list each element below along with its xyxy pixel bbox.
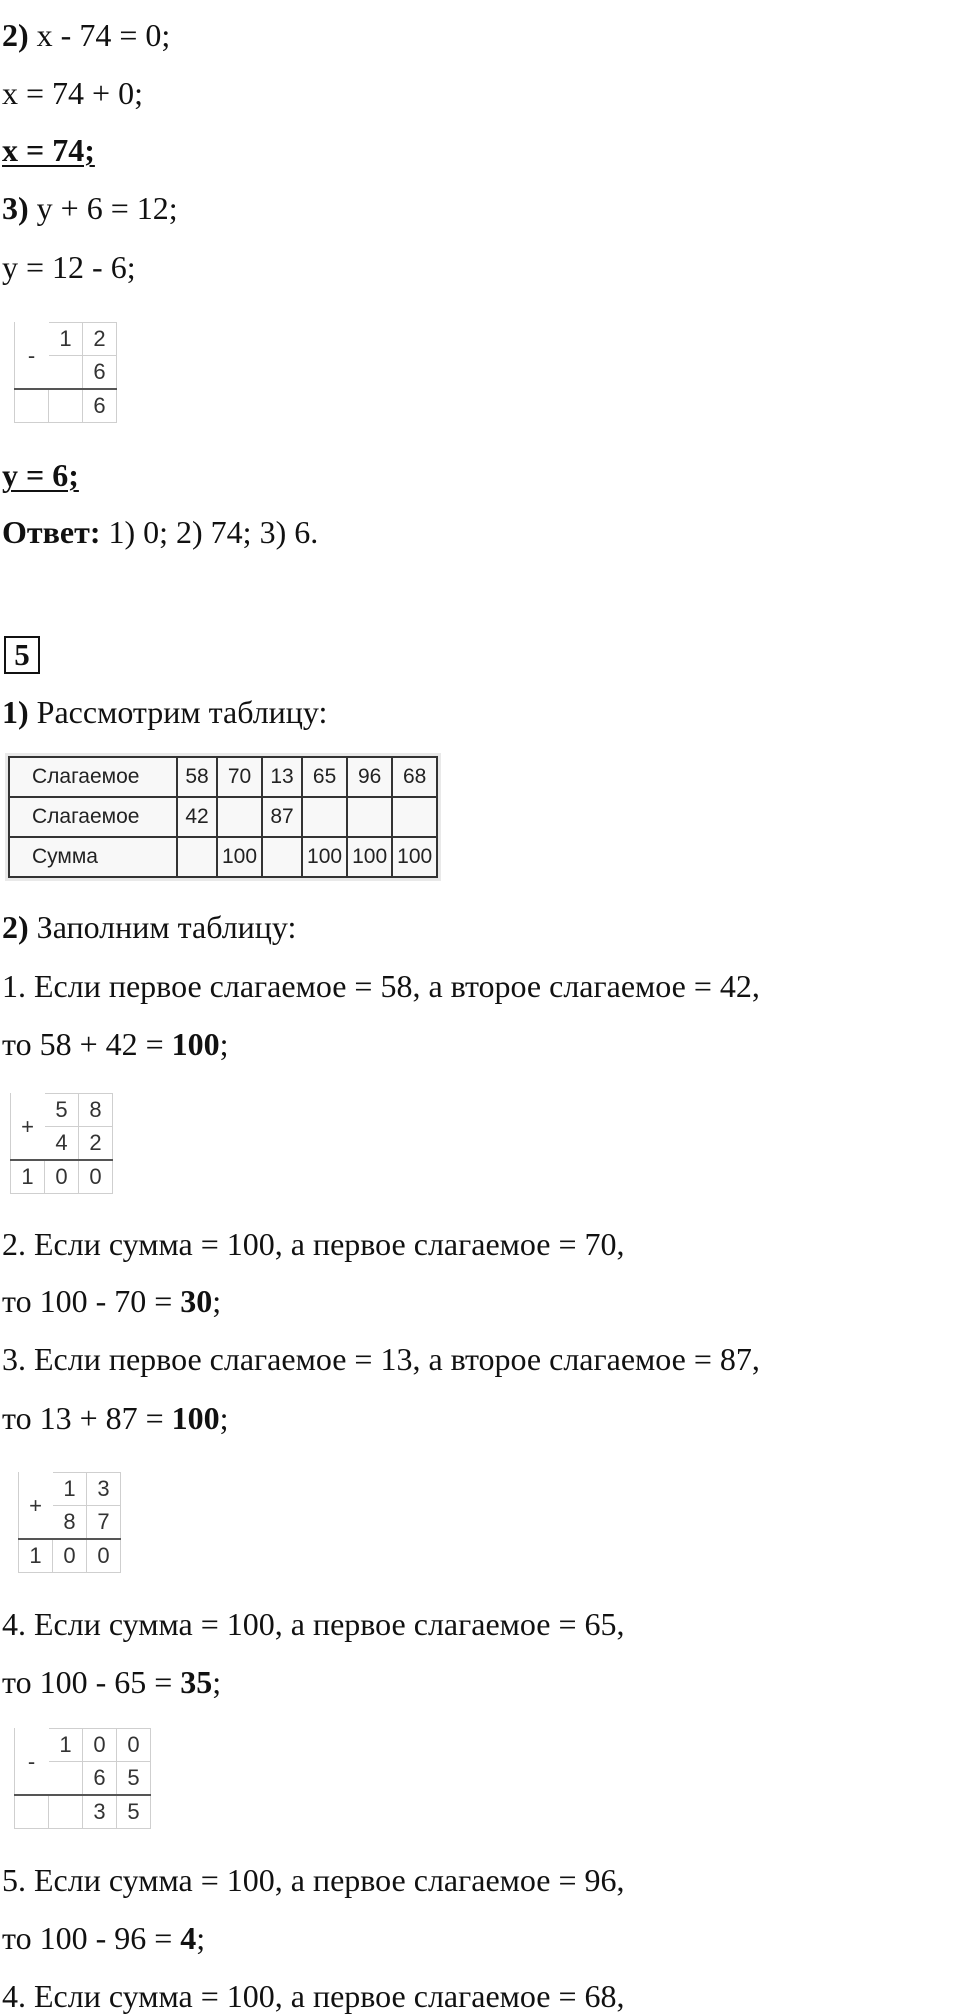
table-cell xyxy=(217,797,262,837)
equation-line: y = 12 - 6; xyxy=(2,249,136,285)
case-line xyxy=(2,1918,205,1958)
digit xyxy=(15,389,49,423)
case-line: 4. Если сумма = 100, а первое слагаемое = 65, xyxy=(2,1606,625,1642)
digit: 1 xyxy=(49,1729,83,1762)
table-cell: 96 xyxy=(347,757,392,797)
case-line: 2. Если сумма = 100, а первое слагаемое = 70, xyxy=(2,1226,625,1262)
digit: 0 xyxy=(53,1539,87,1573)
column-subtraction-grid xyxy=(14,1728,151,1829)
equation-line xyxy=(2,188,178,228)
digit: 1 xyxy=(19,1539,53,1573)
column-addition-grid xyxy=(10,1093,113,1194)
case-expression: то 100 - 65 = xyxy=(2,1664,181,1700)
equation-line xyxy=(2,15,170,55)
digit: 5 xyxy=(117,1795,151,1829)
case-line xyxy=(2,1398,229,1438)
case-line xyxy=(2,1281,221,1321)
table-cell xyxy=(392,797,437,837)
minus-sign: - xyxy=(15,323,49,390)
digit: 7 xyxy=(87,1506,121,1540)
table-cell: 42 xyxy=(177,797,217,837)
equation-text: y + 6 = 12; xyxy=(28,190,178,226)
digit: 1 xyxy=(53,1473,87,1506)
table-cell: 58 xyxy=(177,757,217,797)
step-number: 2) xyxy=(2,909,29,945)
table-row xyxy=(9,757,437,797)
digit: 3 xyxy=(83,1795,117,1829)
digit: 3 xyxy=(87,1473,121,1506)
digit: 0 xyxy=(83,1729,117,1762)
equation-text: x - 74 = 0; xyxy=(28,17,171,53)
case-line: 1. Если первое слагаемое = 58, а второе слагаемое = 42, xyxy=(2,968,760,1004)
case-line: 4. Если сумма = 100, а первое слагаемое = 68, xyxy=(2,1978,625,2014)
case-punct: ; xyxy=(212,1664,222,1700)
case-line: 3. Если первое слагаемое = 13, а второе слагаемое = 87, xyxy=(2,1341,760,1377)
case-expression: то 100 - 96 = xyxy=(2,1920,181,1956)
plus-sign: + xyxy=(19,1473,53,1540)
digit: 5 xyxy=(117,1762,151,1796)
digit: 6 xyxy=(83,389,117,423)
table-cell: 13 xyxy=(262,757,302,797)
table-row xyxy=(9,837,437,877)
case-line xyxy=(2,1024,229,1064)
equation-answer: x = 74; xyxy=(2,132,95,168)
digit xyxy=(49,1795,83,1829)
answer-text: 1) 0; 2) 74; 3) 6. xyxy=(100,514,319,550)
table-cell xyxy=(347,797,392,837)
plus-sign: + xyxy=(11,1094,45,1161)
case-result: 30 xyxy=(180,1283,213,1319)
addends-table xyxy=(8,756,438,878)
equation-answer: y = 6; xyxy=(2,457,79,493)
digit xyxy=(49,389,83,423)
table-cell: 100 xyxy=(347,837,392,877)
digit xyxy=(49,1762,83,1796)
digit: 6 xyxy=(83,1762,117,1796)
table-cell xyxy=(177,837,217,877)
item-number: 2) xyxy=(2,17,29,53)
table-cell xyxy=(302,797,347,837)
case-line: 5. Если сумма = 100, а первое слагаемое = 96, xyxy=(2,1862,625,1898)
step-number: 1) xyxy=(2,694,29,730)
table-cell xyxy=(262,837,302,877)
digit: 5 xyxy=(45,1094,79,1127)
case-result: 4 xyxy=(180,1920,197,1956)
digit xyxy=(49,356,83,390)
answer-line xyxy=(2,512,318,552)
item-number: 3) xyxy=(2,190,29,226)
case-punct: ; xyxy=(196,1920,206,1956)
case-result: 100 xyxy=(171,1400,220,1436)
table-row xyxy=(9,797,437,837)
case-punct: ; xyxy=(219,1400,229,1436)
case-punct: ; xyxy=(219,1026,229,1062)
table-cell: 100 xyxy=(217,837,262,877)
case-expression: то 58 + 42 = xyxy=(2,1026,172,1062)
table-cell: 68 xyxy=(392,757,437,797)
digit xyxy=(15,1795,49,1829)
digit: 2 xyxy=(83,323,117,356)
task-number-box: 5 xyxy=(4,636,40,674)
table-cell: 87 xyxy=(262,797,302,837)
case-result: 100 xyxy=(171,1026,220,1062)
digit: 0 xyxy=(87,1539,121,1573)
case-line xyxy=(2,1662,221,1702)
digit: 2 xyxy=(79,1127,113,1161)
case-expression: то 100 - 70 = xyxy=(2,1283,181,1319)
table-cell: 65 xyxy=(302,757,347,797)
row-label: Слагаемое xyxy=(9,757,177,797)
case-expression: то 13 + 87 = xyxy=(2,1400,172,1436)
answer-label: Ответ: xyxy=(2,514,101,550)
minus-sign: - xyxy=(15,1729,49,1796)
digit: 1 xyxy=(49,323,83,356)
digit: 1 xyxy=(11,1160,45,1194)
column-subtraction-grid xyxy=(14,322,117,423)
row-label: Сумма xyxy=(9,837,177,877)
step-line xyxy=(2,692,327,732)
digit: 4 xyxy=(45,1127,79,1161)
step-text: Рассмотрим таблицу: xyxy=(28,694,328,730)
table-cell: 100 xyxy=(302,837,347,877)
table-cell: 100 xyxy=(392,837,437,877)
row-label: Слагаемое xyxy=(9,797,177,837)
table-cell: 70 xyxy=(217,757,262,797)
column-addition-grid xyxy=(18,1472,121,1573)
case-punct: ; xyxy=(212,1283,222,1319)
step-line xyxy=(2,907,296,947)
equation-line: x = 74 + 0; xyxy=(2,75,143,111)
digit: 0 xyxy=(79,1160,113,1194)
step-text: Заполним таблицу: xyxy=(28,909,297,945)
digit: 8 xyxy=(79,1094,113,1127)
digit: 6 xyxy=(83,356,117,390)
case-result: 35 xyxy=(180,1664,213,1700)
digit: 0 xyxy=(45,1160,79,1194)
digit: 8 xyxy=(53,1506,87,1540)
digit: 0 xyxy=(117,1729,151,1762)
